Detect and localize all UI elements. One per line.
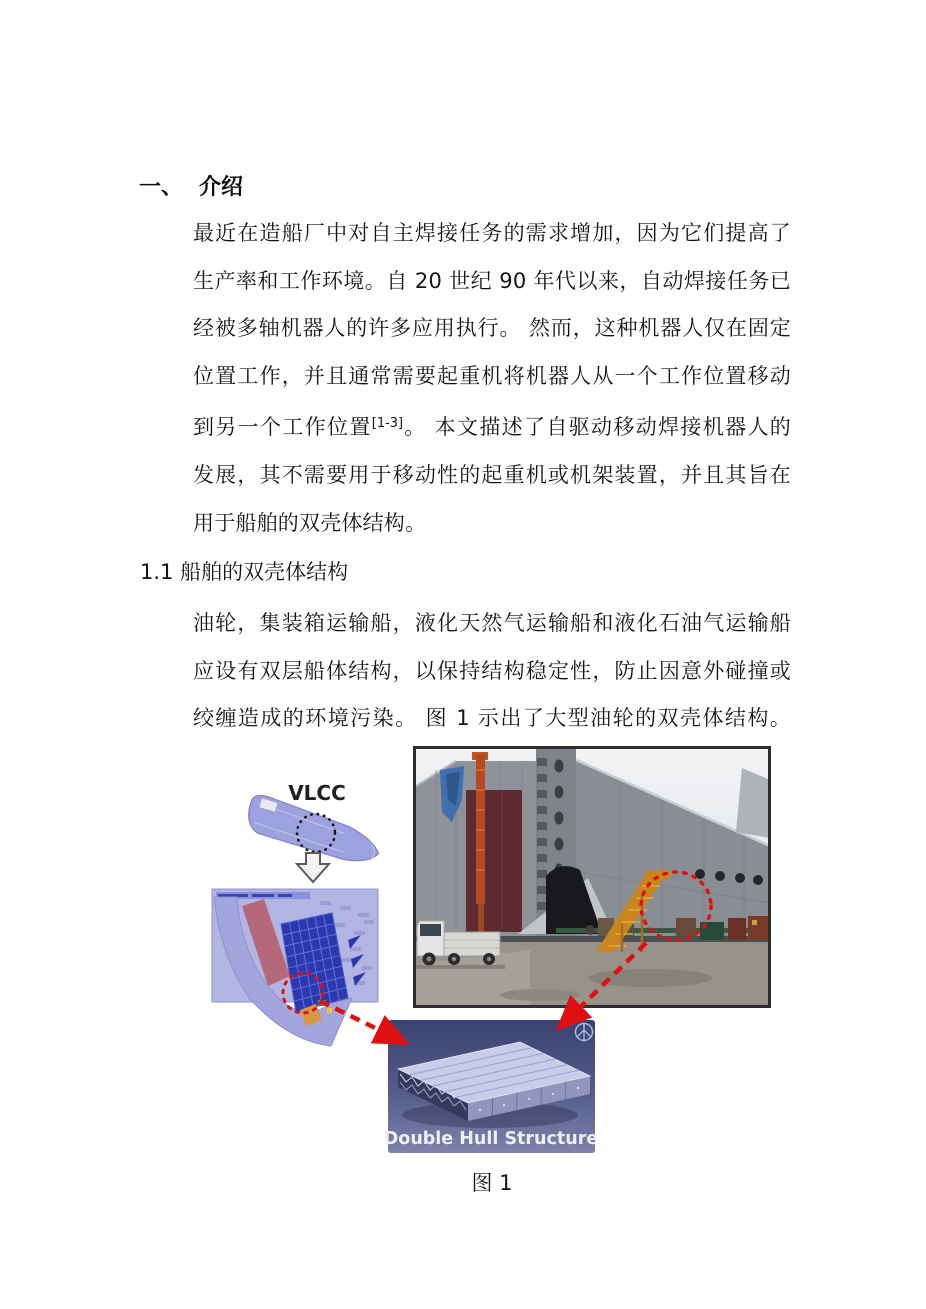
paragraph-line-with-citation — [193, 400, 791, 452]
cad-yellow-detail — [327, 1008, 332, 1013]
shipyard-photo — [415, 748, 771, 1007]
paragraph-line: 绞缠造成的环境污染。 图 1 示出了大型油轮的双壳体结构。 — [193, 706, 791, 731]
paragraph-line: 发展，其不需要用于移动性的起重机或机架装置，并且其旨在 — [193, 462, 791, 487]
paragraph-line: 经被多轴机器人的许多应用执行。 然而，这种机器人仅在固定 — [193, 316, 791, 341]
down-block-arrow — [297, 853, 329, 882]
paragraph-line: 应设有双层船体结构，以保持结构稳定性，防止因意外碰撞或 — [193, 658, 791, 683]
figure-1 — [205, 740, 790, 1165]
photo-maroon-section — [466, 790, 522, 932]
double-hull-label: Double Hull Structure — [383, 1129, 599, 1149]
subsection-heading: 1.1 船舶的双壳体结构 — [140, 560, 349, 584]
intro-paragraph — [193, 210, 791, 547]
double-hull-paragraph — [193, 600, 791, 743]
paragraph-line: 最近在造船厂中对自主焊接任务的需求增加，因为它们提高了 — [193, 221, 791, 245]
figure-caption: 图 1 — [471, 1171, 513, 1195]
vlcc-label: VLCC — [288, 781, 346, 805]
line-text: 到另一个工作位置 — [193, 415, 372, 440]
vlcc-vignette — [243, 781, 385, 882]
line-text: 。 本文描述了自驱动移动焊接机器人的 — [403, 415, 791, 440]
section-title: 介绍 — [199, 175, 244, 200]
figure-1-graphic — [205, 740, 790, 1165]
section-number: 一、 — [139, 175, 184, 200]
cad-cross-section-diagram — [212, 889, 378, 1046]
double-hull-render — [384, 1020, 599, 1153]
paragraph-line: 用于船舶的双壳体结构。 — [193, 510, 427, 535]
paragraph-line: 油轮，集装箱运输船，液化天然气运输船和液化石油气运输船 — [193, 611, 791, 635]
paragraph-line: 位置工作，并且通常需要起重机将机器人从一个工作位置移动 — [193, 363, 791, 388]
section-heading — [139, 170, 243, 201]
paragraph-line: 生产率和工作环境。自 20 世纪 90 年代以来，自动焊接任务已 — [193, 268, 791, 293]
citation-superscript: [1-3] — [371, 416, 404, 432]
